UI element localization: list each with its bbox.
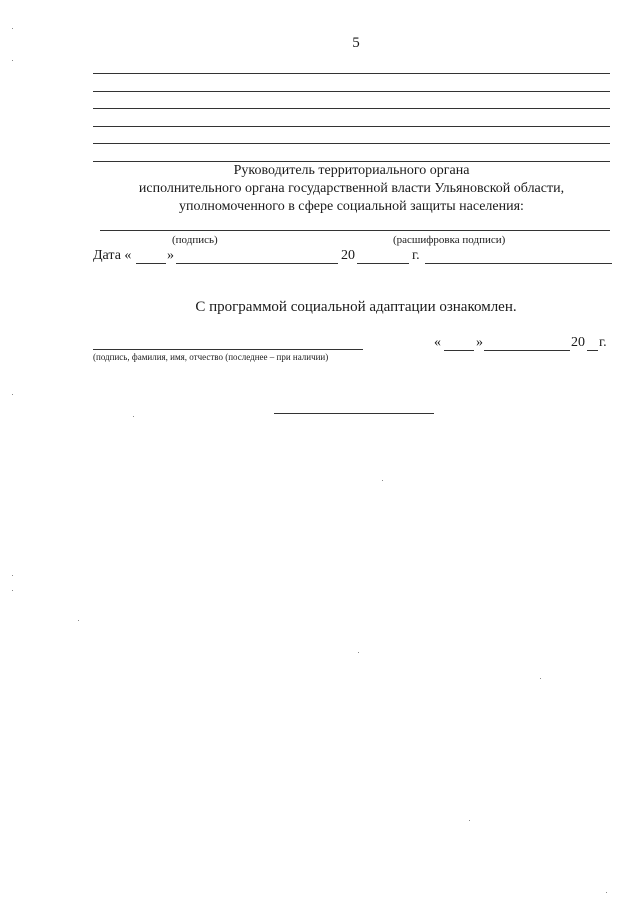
scan-speck <box>12 60 13 61</box>
ack-month-blank <box>484 350 570 351</box>
date-year-blank <box>357 263 409 264</box>
ack-year-suffix: г. <box>599 335 607 350</box>
acknowledgement-text: С программой социальной адаптации ознакомлен. <box>195 299 517 315</box>
blank-line <box>93 73 610 74</box>
page-number: 5 <box>352 35 360 51</box>
ack-date-open: « <box>434 335 441 350</box>
closing-divider <box>274 413 434 414</box>
ack-year-blank <box>587 350 598 351</box>
scan-speck <box>540 678 541 679</box>
decoding-caption: (расшифровка подписи) <box>393 234 506 246</box>
head-title-line2: исполнительного органа государственной власти Ульяновской области, <box>138 181 565 196</box>
ack-date-close: » <box>476 335 483 350</box>
head-title-line3: уполномоченного в сфере социальной защиты населения: <box>179 199 524 214</box>
blank-line <box>93 108 610 109</box>
date-quote-close: » <box>167 248 174 263</box>
scan-speck <box>469 820 470 821</box>
date-trailing-blank <box>425 263 612 264</box>
scan-speck <box>12 394 13 395</box>
blank-line <box>93 126 610 127</box>
date-label: Дата « <box>93 248 132 263</box>
blank-line <box>93 143 610 144</box>
scan-speck <box>382 480 383 481</box>
ack-day-blank <box>444 350 474 351</box>
blank-line <box>93 91 610 92</box>
scan-speck <box>12 28 13 29</box>
acknowledgement-caption: (подпись, фамилия, имя, отчество (последнее – при наличии) <box>93 352 329 362</box>
acknowledgement-signature-line <box>93 349 363 350</box>
date-year-prefix: 20 <box>341 248 355 263</box>
scan-speck <box>606 892 607 893</box>
head-title-line1: Руководитель территориального органа <box>233 163 470 178</box>
scan-speck <box>12 590 13 591</box>
date-day-blank <box>136 263 166 264</box>
date-year-suffix: г. <box>412 248 420 263</box>
scan-speck <box>133 416 134 417</box>
date-month-blank <box>176 263 338 264</box>
ack-year-prefix: 20 <box>571 335 585 350</box>
scan-speck <box>12 575 13 576</box>
scan-speck <box>358 652 359 653</box>
blank-line <box>93 161 610 162</box>
signature-line <box>100 230 610 231</box>
scan-speck <box>78 620 79 621</box>
signature-caption: (подпись) <box>172 234 218 246</box>
